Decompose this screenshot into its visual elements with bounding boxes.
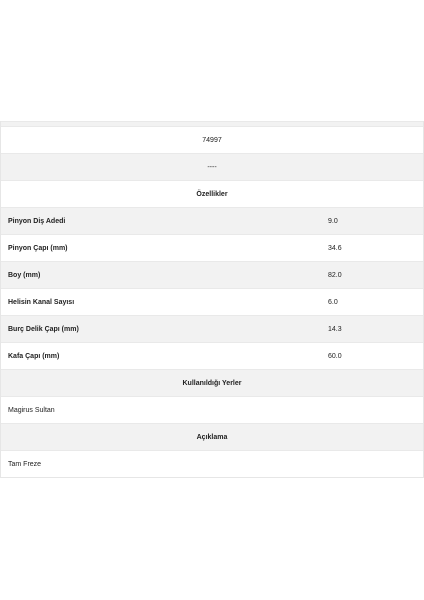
spec-row bbox=[1, 207, 423, 234]
spec-label: Pinyon Çapı (mm) bbox=[8, 244, 68, 252]
spec-value: 6.0 bbox=[328, 298, 338, 306]
usage-header: Kullanıldığı Yerler bbox=[182, 379, 242, 387]
spec-row bbox=[1, 234, 423, 261]
description-header: Açıklama bbox=[196, 433, 228, 441]
usage-value: Magirus Sultan bbox=[8, 406, 55, 414]
features-header-row bbox=[1, 180, 423, 207]
spec-value: 9.0 bbox=[328, 217, 338, 225]
spec-value: 34.6 bbox=[328, 244, 342, 252]
code-row bbox=[1, 126, 423, 153]
spec-value: 82.0 bbox=[328, 271, 342, 279]
spec-label: Helisin Kanal Sayısı bbox=[8, 298, 75, 306]
spec-value: 60.0 bbox=[328, 352, 342, 360]
spec-value: 14.3 bbox=[328, 325, 342, 333]
product-spec-table bbox=[0, 121, 424, 478]
spec-label: Kafa Çapı (mm) bbox=[8, 352, 60, 360]
description-header-row bbox=[1, 423, 423, 450]
spec-row bbox=[1, 288, 423, 315]
spec-row bbox=[1, 342, 423, 369]
spec-row bbox=[1, 315, 423, 342]
placeholder-dash: ---- bbox=[207, 163, 217, 171]
spec-label: Burç Delik Çapı (mm) bbox=[8, 325, 79, 333]
spec-row bbox=[1, 261, 423, 288]
spec-label: Boy (mm) bbox=[8, 271, 41, 279]
dash-row bbox=[1, 153, 423, 180]
description-row bbox=[1, 450, 423, 477]
usage-row bbox=[1, 396, 423, 423]
description-value: Tam Freze bbox=[8, 460, 42, 468]
usage-header-row bbox=[1, 369, 423, 396]
product-code: 74997 bbox=[202, 136, 222, 144]
spec-label: Pinyon Diş Adedi bbox=[8, 217, 66, 225]
features-header: Özellikler bbox=[196, 190, 228, 198]
